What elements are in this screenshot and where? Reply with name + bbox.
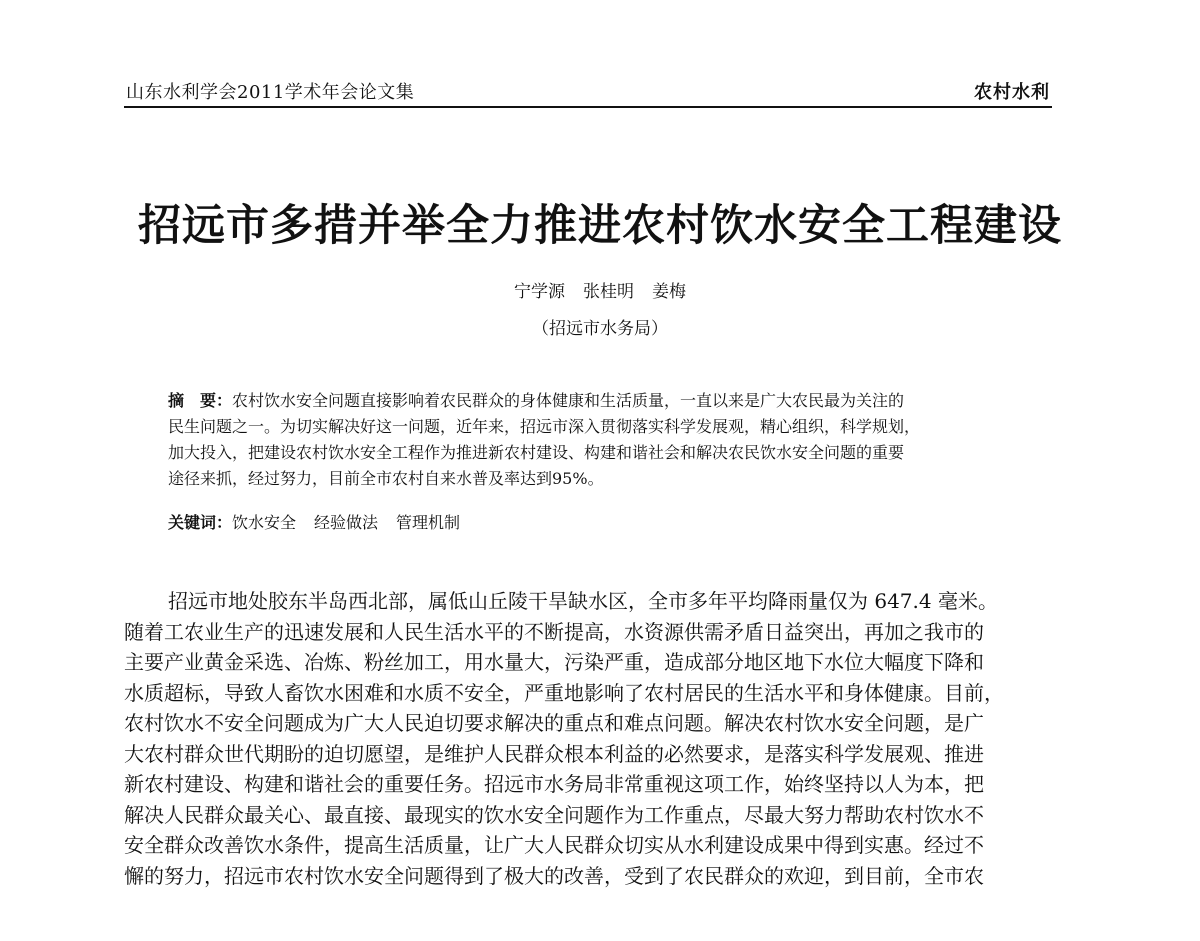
body-line: 新农村建设、构建和谐社会的重要任务。招远市水务局非常重视这项工作，始终坚持以人为本，把	[124, 772, 984, 796]
section-name: 农村水利	[974, 82, 1050, 103]
affiliation: （招远市水务局）	[532, 319, 668, 339]
author-list	[0, 277, 1200, 302]
body-line: 安全群众改善饮水条件，提高生活质量，让广大人民群众切实从水利建设成果中得到实惠。经过不	[124, 833, 984, 857]
abstract-line: 加大投入，把建设农村饮水安全工程作为推进新农村建设、构建和谐社会和解决农民饮水安全问题的重要	[168, 443, 905, 462]
keyword: 经验做法	[314, 513, 379, 532]
paper-title: 招远市多措并举全力推进农村饮水安全工程建设	[138, 201, 1062, 251]
body-line: 解决人民群众最关心、最直接、最现实的饮水安全问题作为工作重点，尽最大努力帮助农村饮水不	[124, 802, 984, 827]
body-line: 主要产业黄金采选、冶炼、粉丝加工，用水量大，污染严重，造成部分地区地下水位大幅度下降和	[124, 650, 984, 674]
abstract-text: 农村饮水安全问题直接影响着农民群众的身体健康和生活质量，一直以来是广大农民最为关注的	[232, 391, 905, 410]
body-line: 农村饮水不安全问题成为广大人民迫切要求解决的重点和难点问题。解决农村饮水安全问题，是广	[124, 711, 984, 735]
abstract-line	[168, 388, 1018, 414]
keyword: 饮水安全	[232, 513, 297, 532]
abstract	[168, 388, 1018, 492]
keywords-label: 关键词：	[168, 513, 233, 532]
abstract-label: 摘 要：	[168, 391, 233, 410]
body-line: 大农村群众世代期盼的迫切愿望，是维护人民群众根本利益的必然要求，是落实科学发展观、推进	[124, 741, 984, 766]
abstract-line: 途径来抓，经过努力，目前全市农村自来水普及率达到95%。	[168, 469, 604, 488]
body-line: 招远市地处胶东半岛西北部，属低山丘陵干旱缺水区，全市多年平均降雨量仅为 647.4 毫米。	[168, 589, 998, 613]
body-line: 随着工农业生产的迅速发展和人民生活水平的不断提高，水资源供需矛盾日益突出，再加之我市的	[124, 619, 984, 644]
author-name: 张桂明	[583, 282, 634, 302]
keyword: 管理机制	[396, 513, 461, 532]
body-paragraph	[124, 586, 1054, 891]
body-line: 水质超标，导致人畜饮水困难和水质不安全，严重地影响了农村居民的生活水平和身体健康。目前，	[124, 680, 1004, 705]
journal-name: 山东水利学会2011学术年会论文集	[126, 82, 415, 103]
keywords	[168, 510, 478, 536]
body-line: 懈的努力，招远市农村饮水安全问题得到了极大的改善，受到了农民群众的欢迎，到目前，全市农	[124, 863, 984, 888]
author-name: 宁学源	[514, 282, 565, 302]
abstract-line: 民生问题之一。为切实解决好这一问题，近年来，招远市深入贯彻落实科学发展观，精心组织，科学规划，	[168, 417, 921, 436]
running-header	[124, 76, 1052, 108]
author-name: 姜梅	[652, 282, 686, 302]
